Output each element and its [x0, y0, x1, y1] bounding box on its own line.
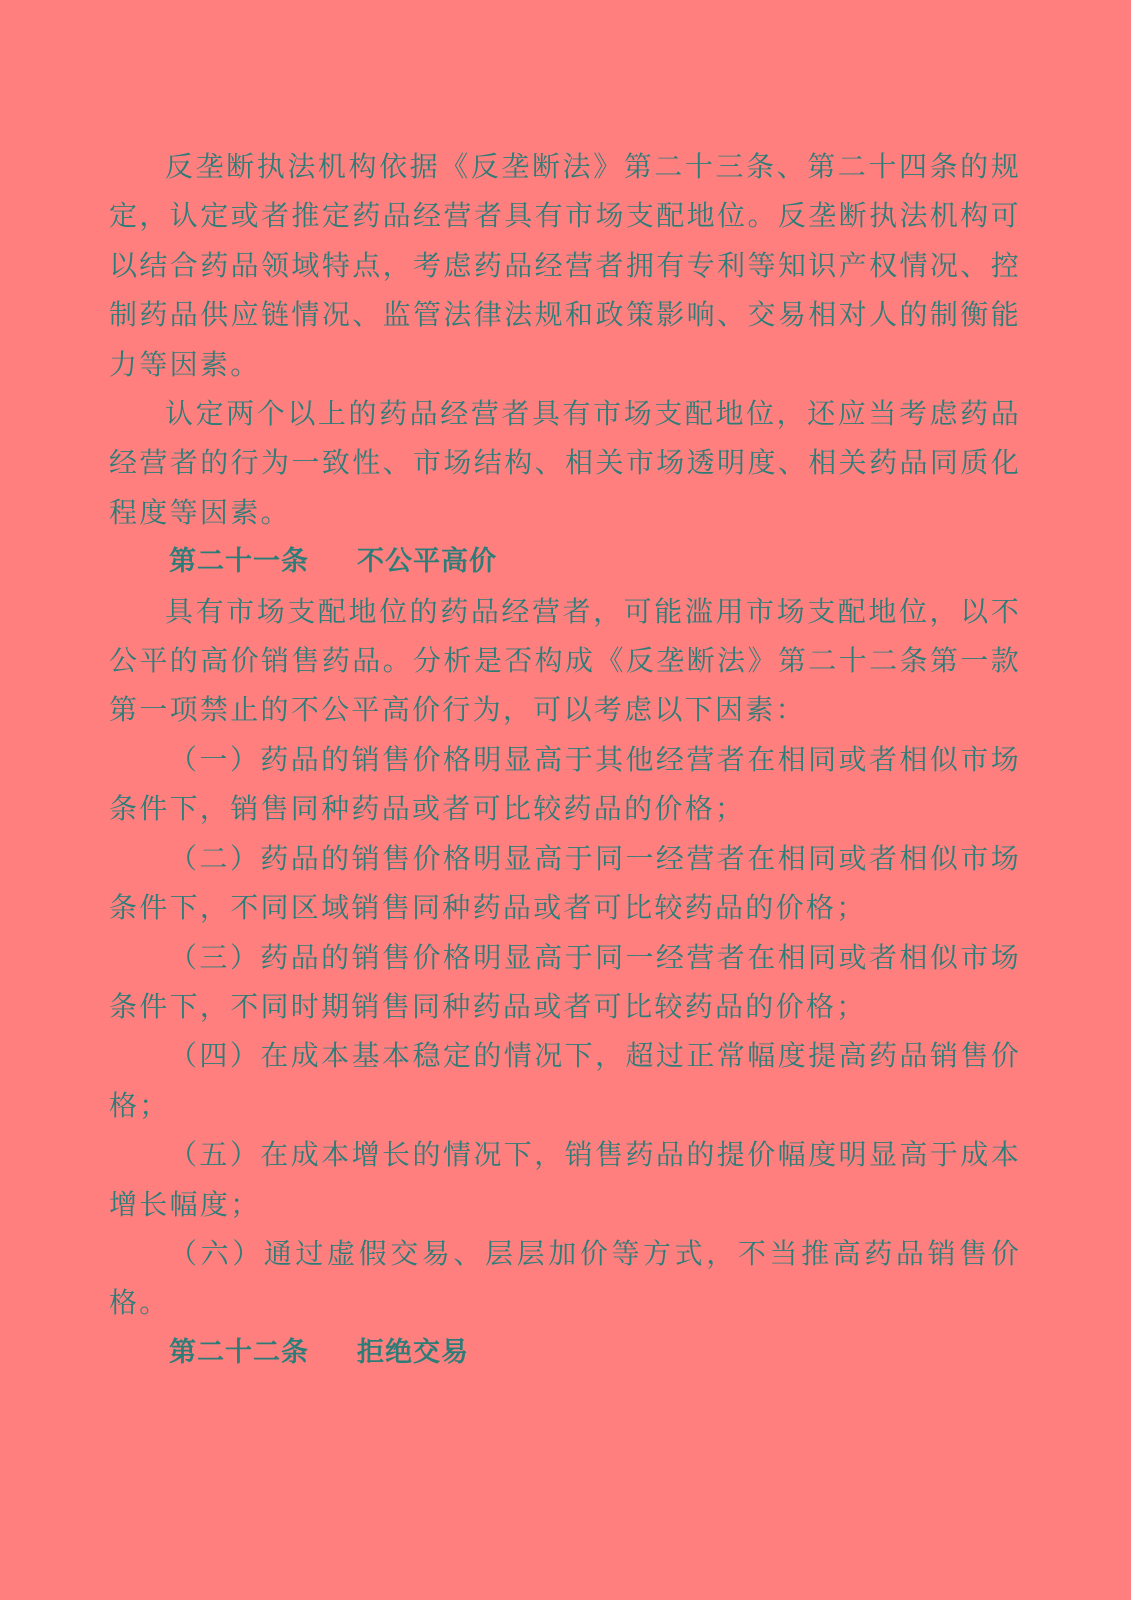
paragraph-joint-dominance: 认定两个以上的药品经营者具有市场支配地位，还应当考虑药品经营者的行为一致性、市场结构、相关市场透明度、相关药品同质化程度等因素。	[109, 397, 1021, 529]
list-item: （四）在成本基本稳定的情况下，超过正常幅度提高药品销售价格；	[109, 1039, 1021, 1122]
list-item: （二）药品的销售价格明显高于同一经营者在相同或者相似市场条件下，不同区域销售同种药品或者可比较药品的价格；	[109, 841, 1021, 925]
paragraph-market-dominance: 反垄断执法机构依据《反垄断法》第二十三条、第二十四条的规定，认定或者推定药品经营者具有市场支配地位。反垄断执法机构可以结合药品领域特点，考虑药品经营者拥有专利等知识产权情况、控制药品供应链情况、监管法律法规和政策影响、交易相对人的制衡能力等因素。	[109, 150, 1021, 381]
list-item: （三）药品的销售价格明显高于同一经营者在相同或者相似市场条件下，不同时期销售同种药品或者可比较药品的价格；	[109, 940, 1021, 1023]
document-body	[109, 142, 1021, 1377]
list-item: （五）在成本增长的情况下，销售药品的提价幅度明显高于成本增长幅度；	[109, 1138, 1021, 1221]
article-number: 第二十一条	[169, 546, 309, 578]
article-title: 拒绝交易	[357, 1336, 469, 1368]
article-21-intro: 具有市场支配地位的药品经营者，可能滥用市场支配地位，以不公平的高价销售药品。分析是否构成《反垄断法》第二十二条第一款第一项禁止的不公平高价行为，可以考虑以下因素：	[109, 594, 1021, 727]
article-title: 不公平高价	[357, 546, 497, 578]
article-heading-22	[109, 1328, 1021, 1377]
article-heading-21	[109, 537, 1021, 586]
list-item: （六）通过虚假交易、层层加价等方式，不当推高药品销售价格。	[109, 1236, 1021, 1320]
article-number: 第二十二条	[169, 1336, 309, 1368]
list-item: （一）药品的销售价格明显高于其他经营者在相同或者相似市场条件下，销售同种药品或者可比较药品的价格；	[109, 742, 1021, 826]
